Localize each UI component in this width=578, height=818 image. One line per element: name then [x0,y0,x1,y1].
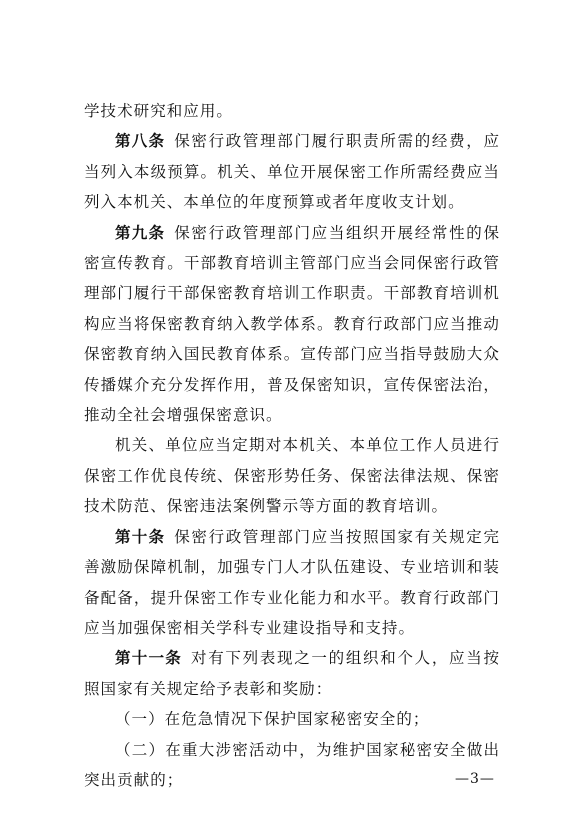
list-item-1 [84,704,500,734]
article-11-paragraph [84,643,500,704]
article-10-paragraph [84,522,500,644]
article-label: 第十条 [115,527,166,546]
article-8-paragraph [84,126,500,217]
paragraph-continuation [84,96,500,126]
article-9-paragraph [84,218,500,431]
paragraph-text: 保密行政管理部门应当组织开展经常性的保密宣传教育。干部教育培训主管部门应当会同保密行政管理部门履行干部保密教育培训工作职责。干部教育培训机构应当将保密教育纳入教学体系。教育行政部门应当推动保密教育纳入国民教育体系。宣传部门应当指导鼓励大众传播媒介充分发挥作用，普及保密知识，宣传保密法治，推动全社会增强保密意识。 [84,223,500,425]
document-body [84,96,500,795]
paragraph-text: 对有下列表现之一的组织和个人，应当按照国家有关规定给予表彰和奖励： [84,649,500,698]
paragraph-text: 保密行政管理部门履行职责所需的经费，应当列入本级预算。机关、单位开展保密工作所需经费应当列入本机关、本单位的年度预算或者年度收支计划。 [84,132,500,212]
paragraph-text: 机关、单位应当定期对本机关、本单位工作人员进行保密工作优良传统、保密形势任务、保密法律法规、保密技术防范、保密违法案例警示等方面的教育培训。 [84,436,500,516]
article-label: 第十一条 [115,649,183,668]
paragraph-text: （二）在重大涉密活动中，为维护国家秘密安全做出突出贡献的； [84,740,500,789]
article-9-second-paragraph [84,430,500,521]
paragraph-text: 保密行政管理部门应当按照国家有关规定完善激励保障机制，加强专门人才队伍建设、专业培训和装备配备，提升保密工作专业化能力和水平。教育行政部门应当加强保密相关学科专业建设指导和支持。 [84,527,500,637]
article-label: 第八条 [115,132,166,151]
paragraph-text: （一）在危急情况下保护国家秘密安全的； [115,710,430,729]
article-label: 第九条 [115,223,166,242]
list-item-2 [84,735,500,796]
paragraph-text: 学技术研究和应用。 [84,102,233,120]
page-number: —3— [455,771,495,787]
